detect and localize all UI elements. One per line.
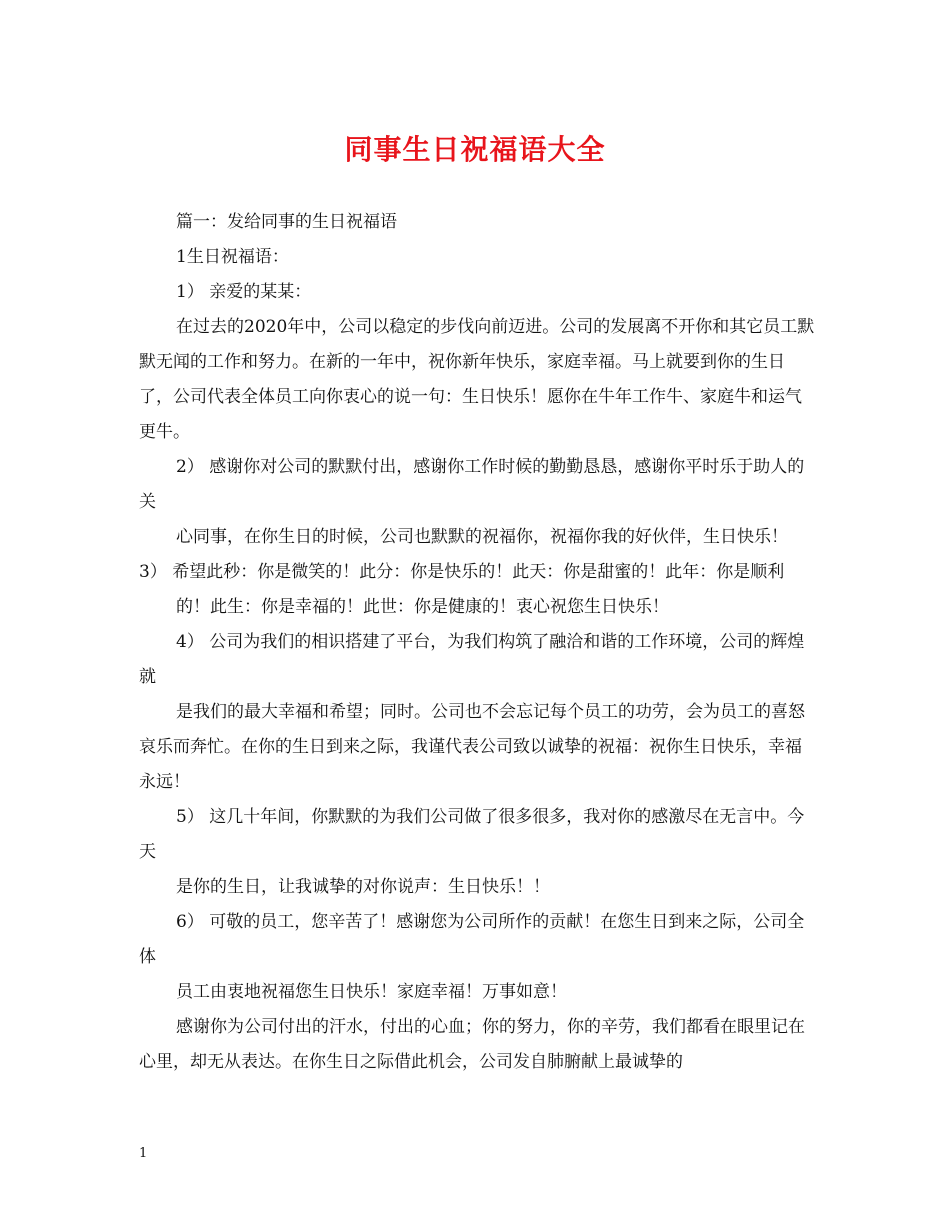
paragraph: 员工由衷地祝福您生日快乐！家庭幸福！万事如意！	[176, 982, 567, 1002]
paragraph: 感谢你为公司付出的汗水，付出的心血；你的努力，你的辛劳，我们都看在眼里记在心里，却无从表达。在你生日之际借此机会，公司发自肺腑献上最诚挚的	[139, 1017, 805, 1072]
paragraph: 1） 亲爱的某某：	[176, 282, 312, 302]
paragraph: 6） 可敬的员工，您辛苦了！感谢您为公司所作的贡献！在您生日到来之际，公司全体	[139, 912, 805, 967]
paragraph: 2） 感谢你对公司的默默付出，感谢你工作时候的勤勤恳恳，感谢你平时乐于助人的关	[139, 457, 805, 512]
paragraph: 心同事，在你生日的时候，公司也默默的祝福你，祝福你我的好伙伴，生日快乐！ 3） 希望此秒：你是微笑的！此分：你是快乐的！此天：你是甜蜜的！此年：你是顺利	[139, 527, 788, 582]
document-body	[139, 205, 815, 1080]
paragraph: 在过去的2020年中，公司以稳定的步伐向前迈进。公司的发展离不开你和其它员工默默无闻的工作和努力。在新的一年中，祝你新年快乐，家庭幸福。马上就要到你的生日了，公司代表全体员工向你衷心的说一句：生日快乐！愿你在牛年工作牛、家庭牛和运气更牛。	[139, 317, 815, 442]
paragraph: 是我们的最大幸福和希望；同时。公司也不会忘记每个员工的功劳，会为员工的喜怒哀乐而奔忙。在你的生日到来之际，我谨代表公司致以诚挚的祝福：祝你生日快乐，幸福永远！	[139, 702, 805, 792]
paragraph: 4） 公司为我们的相识搭建了平台，为我们构筑了融洽和谐的工作环境，公司的辉煌就	[139, 632, 805, 687]
paragraph: 是你的生日，让我诚挚的对你说声：生日快乐！！	[176, 877, 550, 897]
paragraph: 的！此生：你是幸福的！此世：你是健康的！衷心祝您生日快乐！	[176, 597, 669, 617]
page-number: 1	[139, 1146, 148, 1161]
paragraph: 1生日祝福语：	[176, 247, 289, 267]
paragraph: 5） 这几十年间，你默默的为我们公司做了很多很多，我对你的感激尽在无言中。今天	[139, 807, 805, 862]
paragraph: 篇一：发给同事的生日祝福语	[176, 212, 397, 232]
document-title: 同事生日祝福语大全	[344, 133, 606, 166]
